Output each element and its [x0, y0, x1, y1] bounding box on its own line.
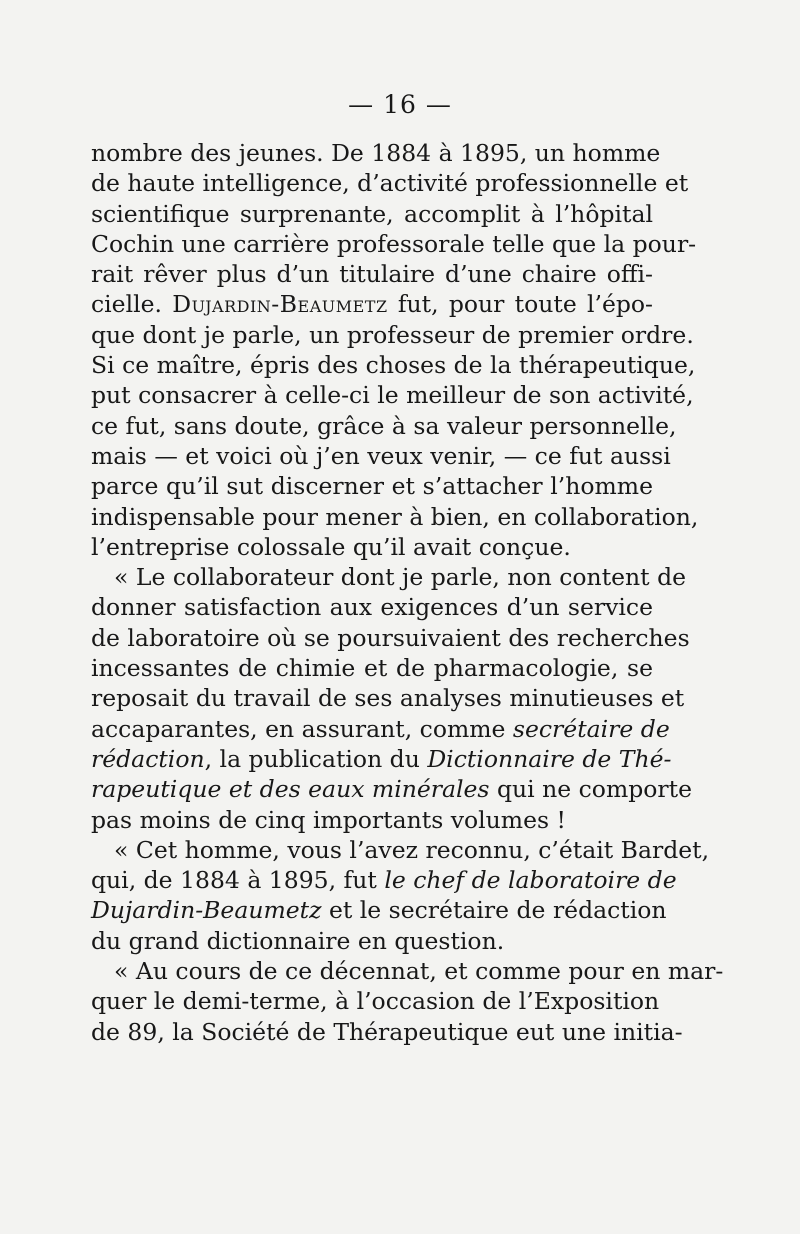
italic-run: le chef de laboratoire de: [384, 866, 677, 895]
text-line: [91, 774, 693, 804]
text-run: qui, de 1884 à 1895, fut: [91, 866, 385, 895]
text-line: de haute intelligence, d’activité professionnelle et: [91, 169, 689, 198]
italic-run: rapeutique et des eaux minérales: [91, 775, 490, 804]
text-line: parce qu’il sut discerner et s’attacher l’homme: [91, 472, 653, 501]
text-line: « Le collaborateur dont je parle, non content de: [114, 563, 687, 592]
italic-run: Dictionnaire de Thé-: [427, 744, 672, 773]
text-line: ce fut, sans doute, grâce à sa valeur personnelle,: [91, 411, 677, 440]
text-line: de 89, la Société de Thérapeutique eut une initia-: [91, 1017, 683, 1046]
text-line: Cochin une carrière professorale telle que la pour-: [91, 229, 697, 258]
text-line: « Au cours de ce décennat, et comme pour en mar-: [114, 957, 724, 986]
body-text: [91, 138, 724, 1047]
text-line: de laboratoire où se poursuivaient des recherches: [91, 623, 690, 652]
text-run: accaparantes, en assurant, comme: [91, 714, 513, 743]
text-line: pas moins de cinq importants volumes !: [91, 805, 566, 834]
italic-run: Dujardin-Beaumetz: [91, 896, 322, 925]
text-line: mais — et voici où j’en veux venir, — ce fut aussi: [91, 441, 671, 470]
text-line: put consacrer à celle-ci le meilleur de son activité,: [91, 381, 694, 410]
text-line: rait rêver plus d’un titulaire d’une chaire offi-: [91, 260, 653, 289]
page-number: — 16 —: [348, 90, 452, 119]
text-run: fut, pour toute l’épo-: [387, 290, 653, 319]
text-line: que dont je parle, un professeur de premier ordre.: [91, 320, 694, 349]
text-line: quer le demi-terme, à l’occasion de l’Exposition: [91, 987, 660, 1016]
italic-run: rédaction: [91, 744, 205, 773]
text-line: donner satisfaction aux exigences d’un service: [91, 593, 653, 622]
text-line: [91, 895, 667, 925]
text-line: nombre des jeunes. De 1884 à 1895, un homme: [91, 139, 661, 167]
text-line: [91, 744, 672, 774]
text-line: l’entreprise colossale qu’il avait conçue.: [91, 532, 571, 561]
text-line: incessantes de chimie et de pharmacologie, se: [91, 654, 653, 683]
text-line: scientifique surprenante, accomplit à l’hôpital: [91, 199, 653, 228]
text-run: , la publication du: [204, 744, 428, 773]
text-run: qui ne comporte: [489, 775, 693, 804]
author-name-small-caps: Dujardin-Beaumetz: [172, 290, 388, 319]
text-line: [91, 865, 677, 895]
text-line: du grand dictionnaire en question.: [91, 926, 505, 955]
text-line: [91, 714, 670, 744]
italic-run: secrétaire de: [512, 714, 670, 743]
text-run: et le secrétaire de rédaction: [321, 896, 667, 925]
text-line: reposait du travail de ses analyses minutieuses et: [91, 684, 685, 713]
text-line: [91, 289, 653, 319]
text-line: Si ce maître, épris des choses de la thérapeutique,: [91, 351, 696, 380]
text-line: « Cet homme, vous l’avez reconnu, c’était Bardet,: [114, 835, 710, 864]
text-run: cielle.: [91, 290, 173, 319]
text-line: indispensable pour mener à bien, en collaboration,: [91, 502, 699, 531]
